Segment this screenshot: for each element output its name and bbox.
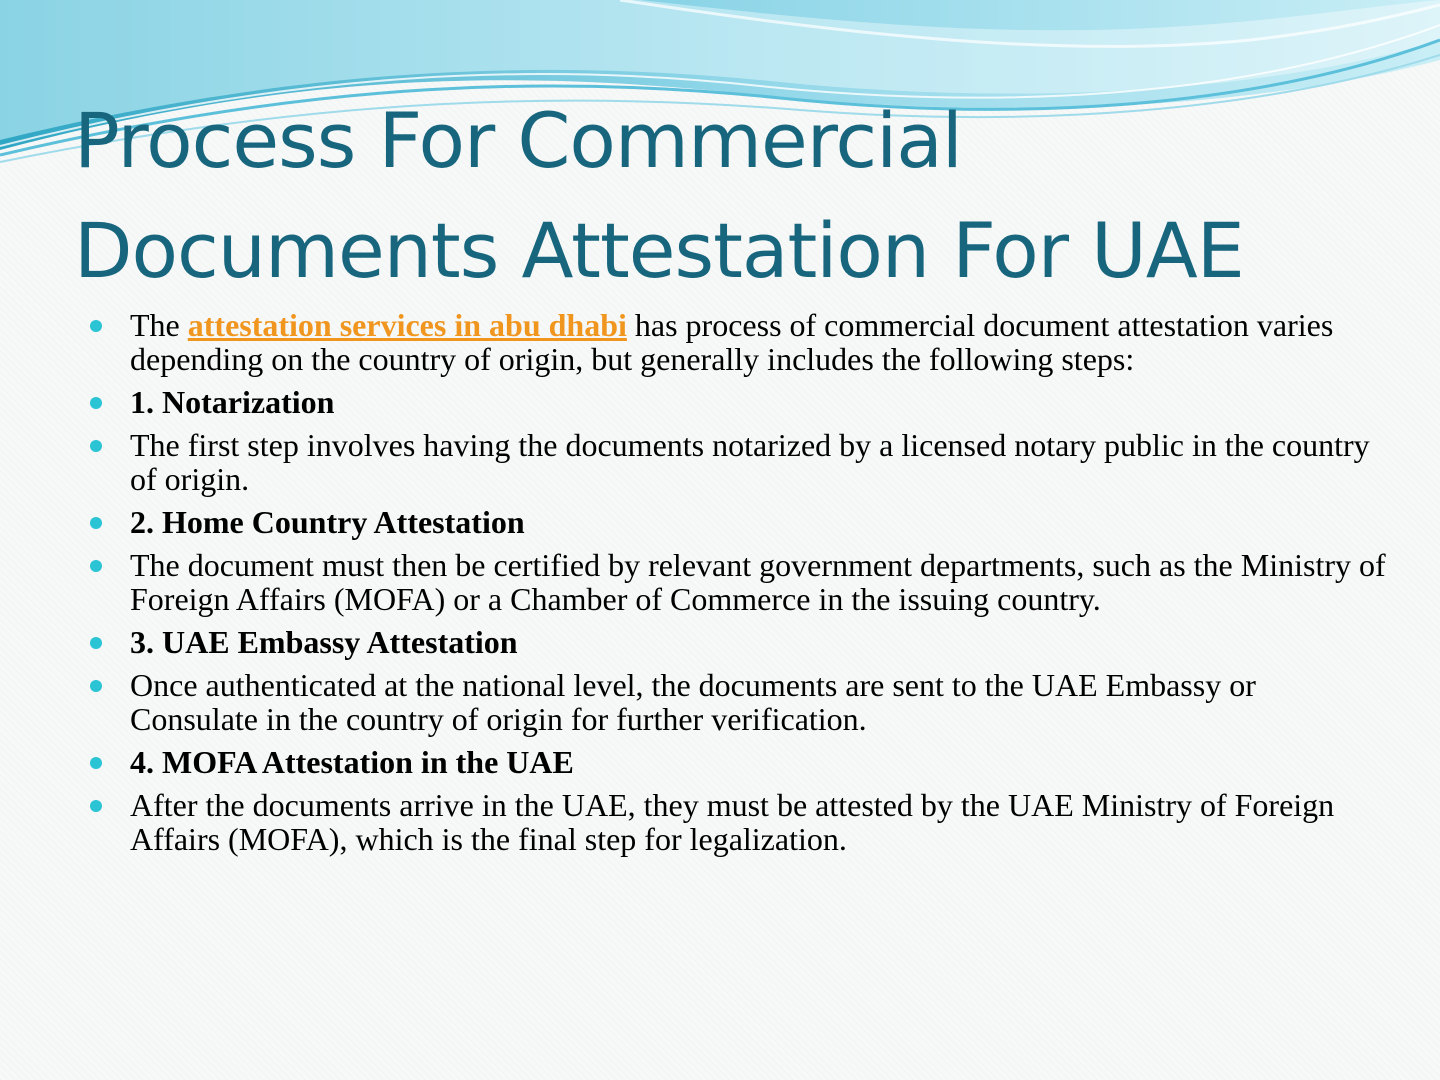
step-text: Once authenticated at the national level, the documents are sent to the UAE Embassy or Consulate in the country of origin for further verification. xyxy=(130,667,1256,737)
list-item-step-text xyxy=(88,668,1388,736)
intro-text-before: The xyxy=(130,307,188,343)
bullet-dot-icon xyxy=(90,637,102,649)
list-item-step-heading xyxy=(88,625,1388,659)
list-item-step-text xyxy=(88,548,1388,616)
list-item-step-heading xyxy=(88,505,1388,539)
bullet-dot-icon xyxy=(90,397,102,409)
step-heading: 1. Notarization xyxy=(130,384,335,420)
bullet-dot-icon xyxy=(90,560,102,572)
bullet-dot-icon xyxy=(90,757,102,769)
bullet-dot-icon xyxy=(90,320,102,332)
step-text: The document must then be certified by relevant government departments, such as the Ministry of Foreign Affairs (MOFA) or a Chamber of Commerce in the issuing country. xyxy=(130,547,1386,617)
title-line-1: Process For Commercial xyxy=(74,96,962,185)
bullet-list xyxy=(88,308,1388,865)
title-line-2: Documents Attestation For UAE xyxy=(74,206,1244,295)
attestation-services-link[interactable]: attestation services in abu dhabi xyxy=(187,307,627,343)
step-text: The first step involves having the documents notarized by a licensed notary public in the country of origin. xyxy=(130,427,1370,497)
slide-title xyxy=(74,86,1394,306)
list-item-step-heading xyxy=(88,745,1388,779)
bullet-dot-icon xyxy=(90,800,102,812)
intro-text-after: has process of commercial document attestation varies depending on the country of origin, but generally includes the following steps: xyxy=(130,307,1334,377)
step-heading: 2. Home Country Attestation xyxy=(130,504,525,540)
bullet-dot-icon xyxy=(90,680,102,692)
step-heading: 4. MOFA Attestation in the UAE xyxy=(130,744,574,780)
list-item-step-text xyxy=(88,788,1388,856)
list-item-intro xyxy=(88,308,1388,376)
list-item-step-text xyxy=(88,428,1388,496)
list-item-step-heading xyxy=(88,385,1388,419)
bullet-dot-icon xyxy=(90,517,102,529)
step-heading: 3. UAE Embassy Attestation xyxy=(130,624,518,660)
bullet-dot-icon xyxy=(90,440,102,452)
step-text: After the documents arrive in the UAE, they must be attested by the UAE Ministry of Foreign Affairs (MOFA), which is the final step for legalization. xyxy=(130,787,1335,857)
